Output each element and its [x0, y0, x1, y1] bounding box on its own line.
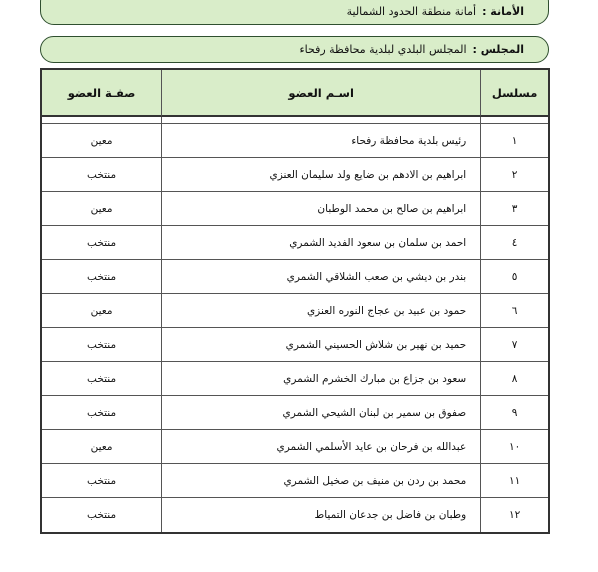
- table-row: [42, 158, 548, 192]
- cell-status: منتخب: [42, 260, 161, 294]
- cell-serial: ١٠: [480, 430, 548, 464]
- cell-serial: ٣: [480, 192, 548, 226]
- council-banner: [40, 36, 549, 63]
- cell-status: منتخب: [42, 464, 161, 498]
- cell-status: منتخب: [42, 158, 161, 192]
- cell-status: منتخب: [42, 396, 161, 430]
- cell-name: حميد بن نهير بن شلاش الحسيني الشمري: [161, 328, 480, 362]
- cell-serial: ٤: [480, 226, 548, 260]
- cell-name: عبدالله بن فرحان بن عايد الأسلمي الشمري: [161, 430, 480, 464]
- cell-status: منتخب: [42, 328, 161, 362]
- table-row: [42, 362, 548, 396]
- council-label: المجلس :: [472, 43, 524, 56]
- cell-name: وطبان بن فاضل بن جدعان التمياط: [161, 498, 480, 532]
- table-row: [42, 192, 548, 226]
- cell-name: بندر بن ديشي بن صعب الشلاقي الشمري: [161, 260, 480, 294]
- cell-name: محمد بن ردن بن منيف بن صخيل الشمري: [161, 464, 480, 498]
- cell-name: احمد بن سلمان بن سعود الفديد الشمري: [161, 226, 480, 260]
- cell-serial: ٦: [480, 294, 548, 328]
- cell-status: منتخب: [42, 226, 161, 260]
- members-table: [40, 68, 550, 534]
- table-row: [42, 226, 548, 260]
- cell-serial: ٩: [480, 396, 548, 430]
- cell-status: منتخب: [87, 509, 117, 521]
- header-row: [42, 70, 548, 117]
- cell-serial: ٧: [480, 328, 548, 362]
- cell-serial: ٨: [480, 362, 548, 396]
- table-row: [42, 464, 548, 498]
- cell-status: معين: [42, 124, 161, 158]
- cell-name: رئيس بلدية محافظة رفحاء: [161, 124, 480, 158]
- column-header-status: صفـة العضو: [42, 70, 161, 117]
- cell-serial: ٥: [480, 260, 548, 294]
- cell-name: ابراهيم بن صالح بن محمد الوطبان: [161, 192, 480, 226]
- cell-name: ابراهيم بن الادهم بن ضايع ولد سليمان العنزي: [161, 158, 480, 192]
- spacer-row: [42, 117, 548, 124]
- amana-value: أمانة منطقة الحدود الشمالية: [346, 5, 477, 18]
- table-row: [42, 396, 548, 430]
- council-value: المجلس البلدي لبلدية محافظة رفحاء: [299, 43, 467, 56]
- cell-name: صفوق بن سمير بن لبنان الشيحي الشمري: [161, 396, 480, 430]
- cell-status: معين: [42, 192, 161, 226]
- cell-serial: ١: [480, 124, 548, 158]
- cell-status: معين: [42, 294, 161, 328]
- cell-status: منتخب: [42, 362, 161, 396]
- table-row: [42, 328, 548, 362]
- table-row: [42, 260, 548, 294]
- cell-status: معين: [42, 430, 161, 464]
- cell-name: سعود بن جزاع بن مبارك الخشرم الشمري: [161, 362, 480, 396]
- table-row: [42, 498, 548, 532]
- table-row: [42, 294, 548, 328]
- table-row: [42, 124, 548, 158]
- amana-label: الأمانة :: [482, 5, 524, 18]
- column-header-serial: مسلسل: [480, 70, 548, 117]
- cell-serial: ٢: [480, 158, 548, 192]
- cell-serial: ١٢: [480, 498, 548, 532]
- cell-name: حمود بن عبيد بن عجاج النوره العنزي: [161, 294, 480, 328]
- cell-serial: ١١: [480, 464, 548, 498]
- column-header-name: اسـم العضو: [161, 70, 480, 117]
- table-row: [42, 430, 548, 464]
- amana-banner: [40, 0, 549, 25]
